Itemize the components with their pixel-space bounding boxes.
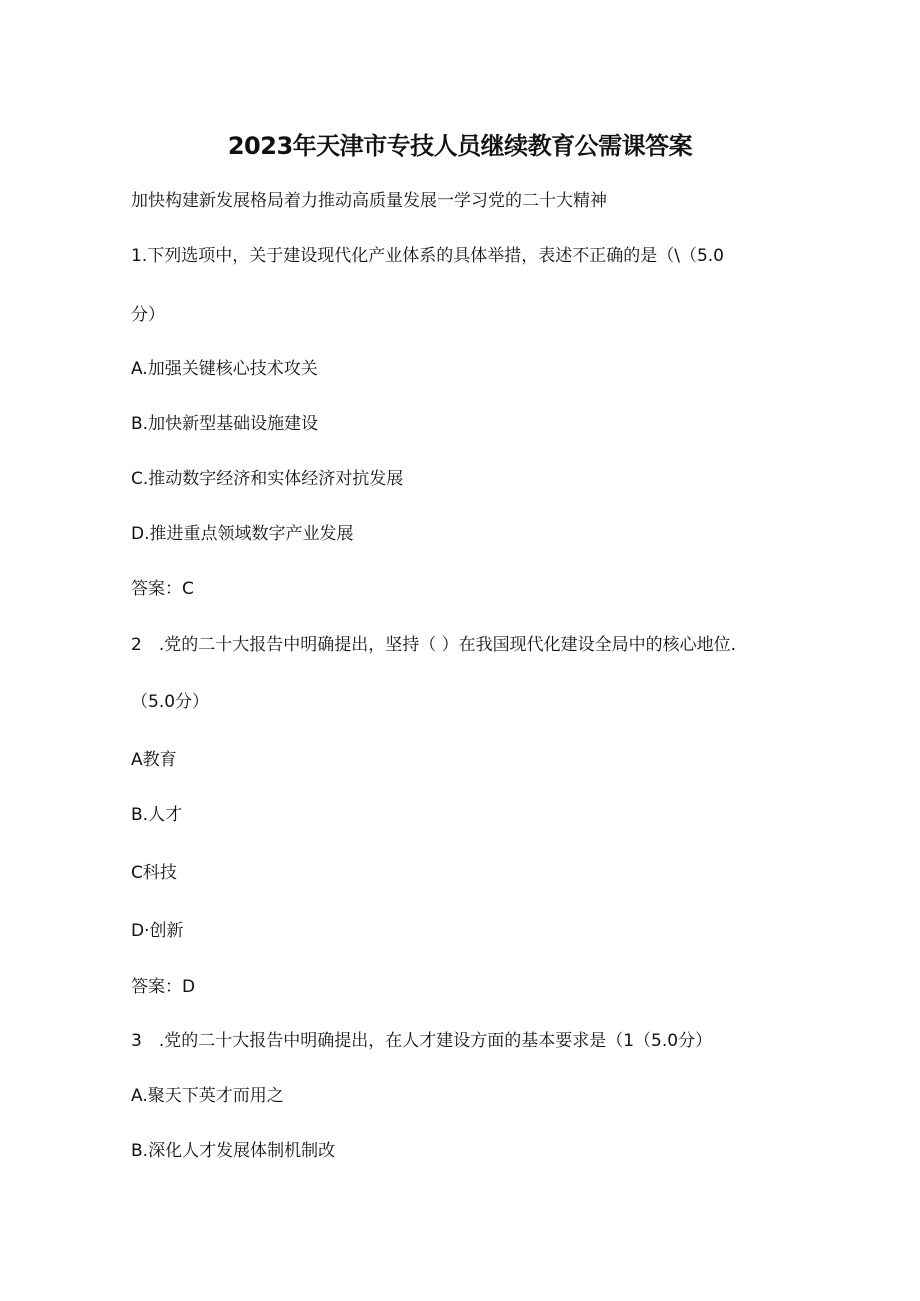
question-1-option-d: D.推进重点领域数字产业发展	[131, 524, 354, 544]
document-title: 2023年天津市专技人员继续教育公需课答案	[227, 132, 693, 160]
question-3-option-b: B.深化人才发展体制机制改	[131, 1141, 336, 1161]
course-subtitle: 加快构建新发展格局着力推动高质量发展一学习党的二十大精神	[131, 191, 607, 211]
question-1-option-a: A.加强关键核心技术攻关	[131, 359, 318, 379]
question-2-option-a: A教育	[131, 750, 177, 770]
question-1-stem: 1.下列选项中，关于建设现代化产业体系的具体举措，表述不正确的是（\（5.0	[131, 246, 724, 266]
question-2-option-b: B.人才	[131, 805, 183, 825]
question-1-option-b: B.加快新型基础设施建设	[131, 414, 319, 434]
question-2-answer: 答案：D	[131, 977, 196, 997]
question-2-option-d: D·创新	[131, 921, 184, 941]
question-1-answer: 答案：C	[131, 579, 194, 599]
question-2-stem: 2 .党的二十大报告中明确提出，坚持（ ）在我国现代化建设全局中的核心地位.	[131, 635, 737, 655]
question-2-stem-continued: （5.0分）	[131, 692, 210, 712]
question-3-stem: 3 .党的二十大报告中明确提出，在人才建设方面的基本要求是（1（5.0分）	[131, 1031, 713, 1051]
question-1-stem-continued: 分）	[131, 305, 165, 325]
question-3-option-a: A.聚天下英才而用之	[131, 1086, 284, 1106]
question-1-option-c: C.推动数字经济和实体经济对抗发展	[131, 469, 404, 489]
question-2-option-c: C科技	[131, 863, 177, 883]
